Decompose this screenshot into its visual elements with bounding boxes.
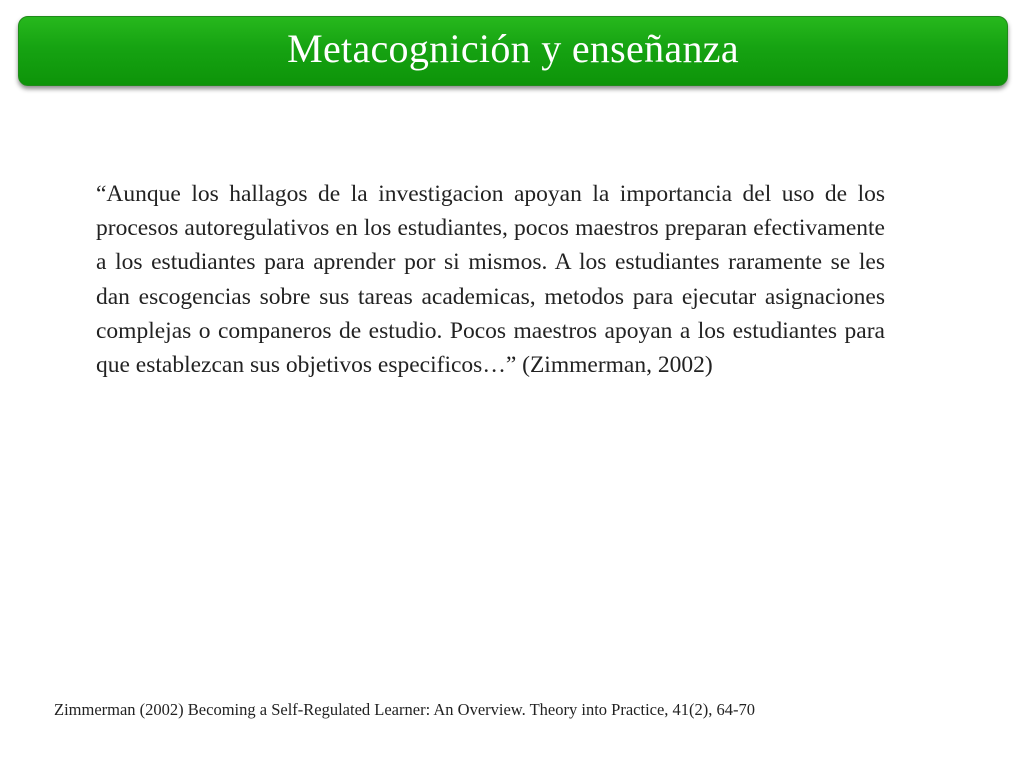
slide-title: Metacognición y enseñanza bbox=[287, 26, 739, 71]
title-banner bbox=[18, 16, 1008, 86]
quote-paragraph: “Aunque los hallagos de la investigacion apoyan la importancia del uso de los procesos autoregulativos en los estudiantes, pocos maestros preparan efectivamente a los estudiantes para aprender por si mismos. A los estudiantes raramente se les dan escogencias sobre sus tareas academicas, metodos para ejecutar asignaciones complejas o companeros de estudio. Pocos maestros apoyan a los estudiantes para que establezcan sus objetivos especificos…” (Zimmerman, 2002) bbox=[96, 181, 885, 379]
reference-citation: Zimmerman (2002) Becoming a Self-Regulated Learner: An Overview. Theory into Practice, 41(2), 64-70 bbox=[54, 700, 756, 719]
